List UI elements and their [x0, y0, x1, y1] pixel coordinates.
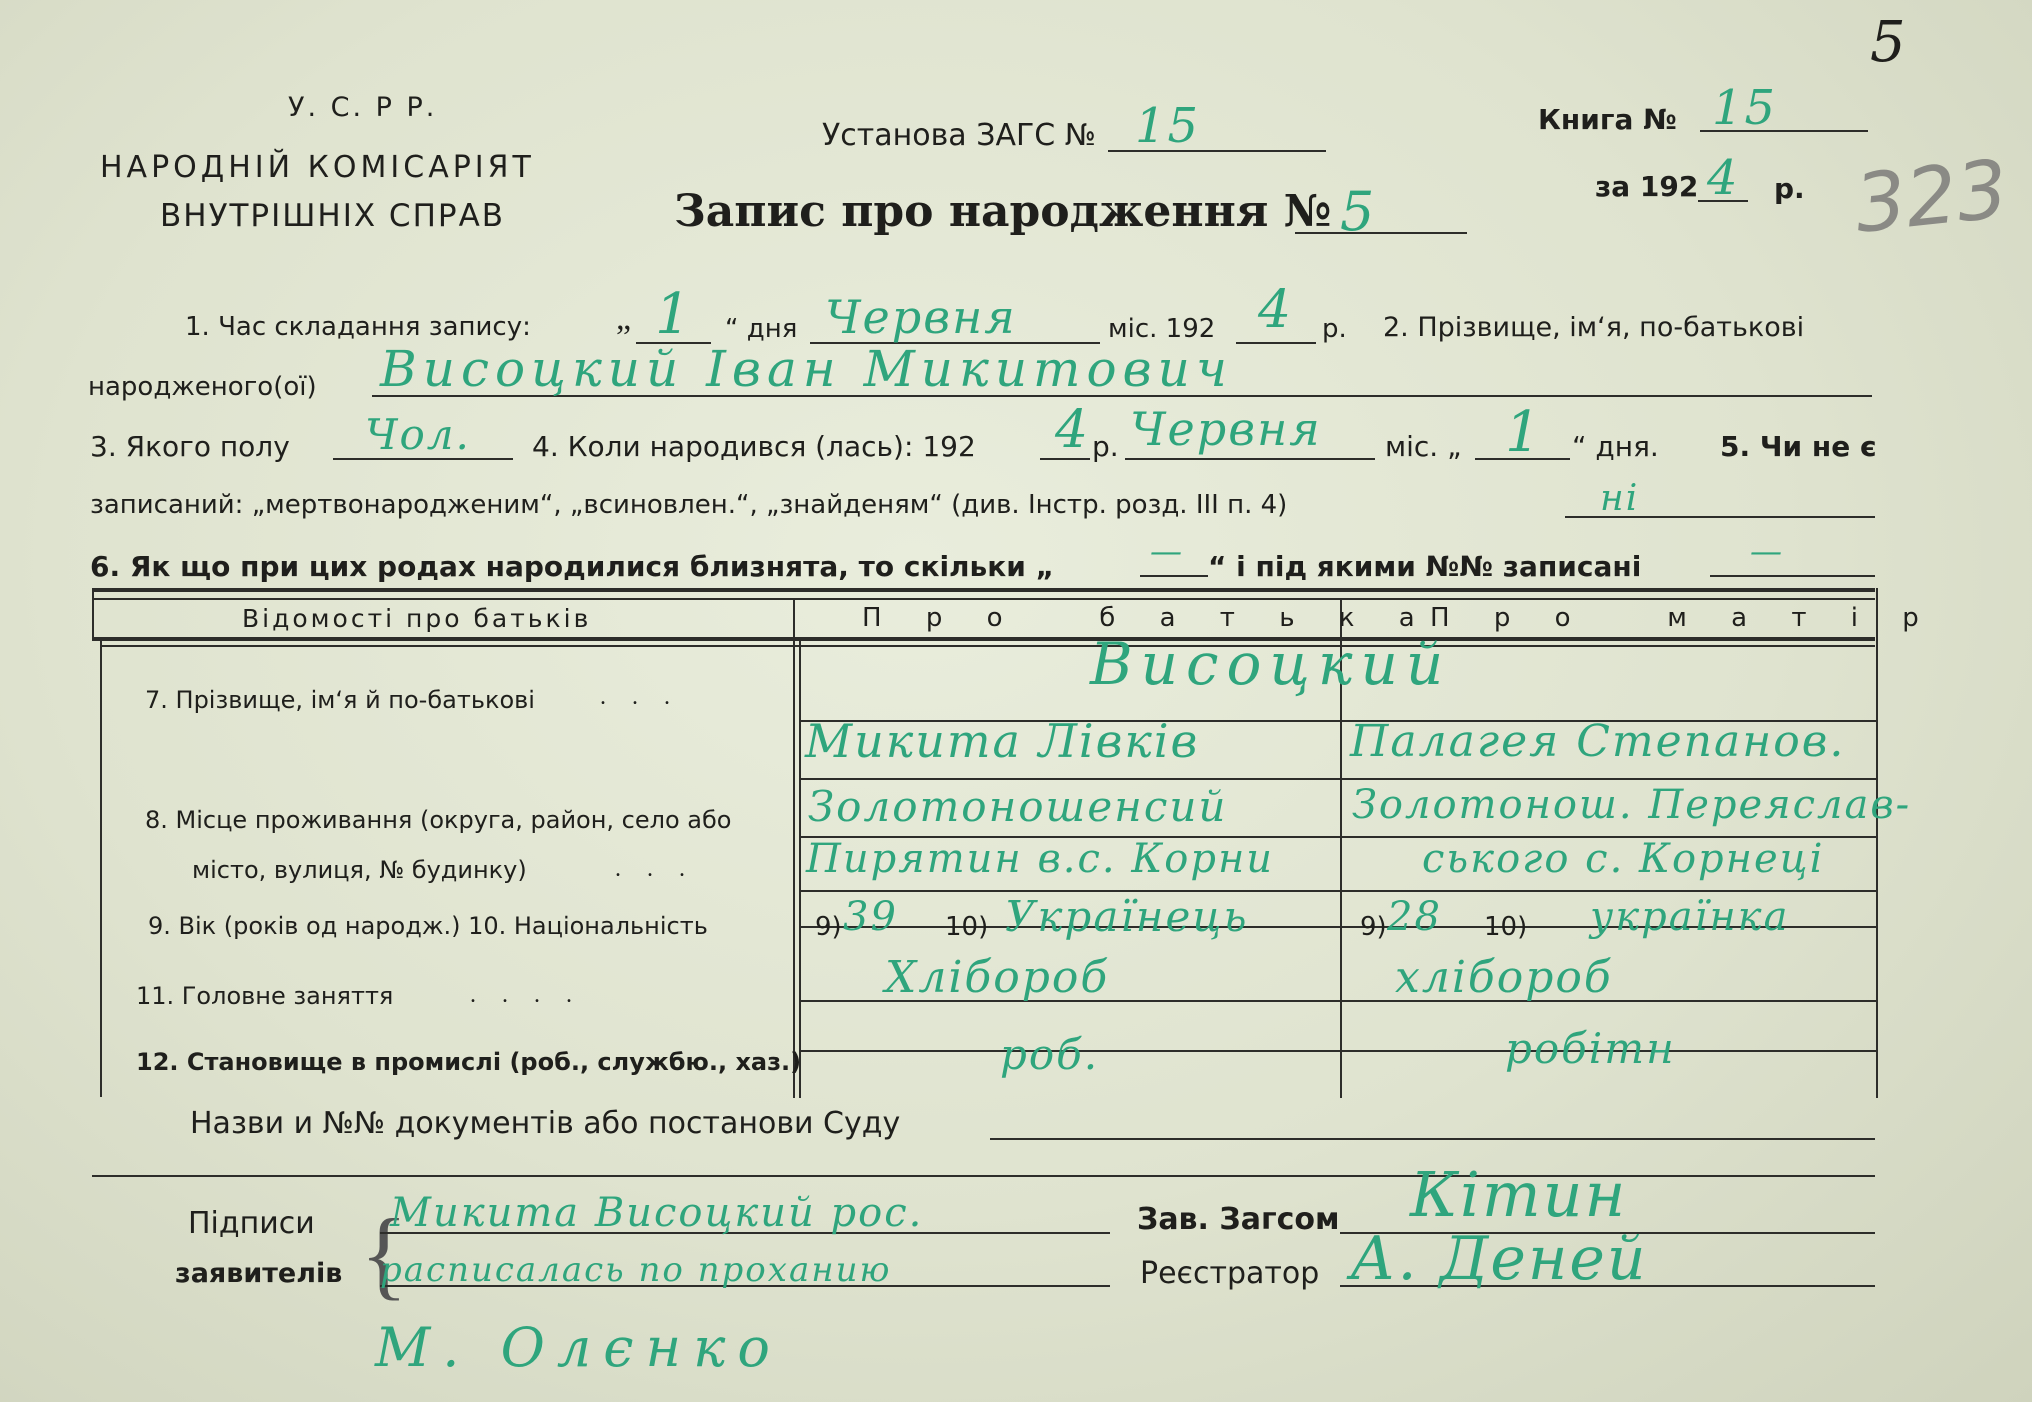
record-number: 5	[1340, 180, 1377, 243]
f1-year-suffix: р.	[1322, 314, 1347, 344]
f1-month-label: міс. 192	[1108, 314, 1216, 344]
registrar-label: Реєстратор	[1140, 1256, 1320, 1291]
table-header-info: Відомості про батьків	[242, 604, 592, 633]
head-of-office-signature: Кітин	[1410, 1158, 1628, 1231]
birth-record-page: 5 323 У. С. Р Р. НАРОДНІЙ КОМІСАРІЯТ ВНУТРІШНІХ СПРАВ Установа ЗАГС № 15 Запис про народження № 5 Книга № 15 за 192 4 р. 1. Час складання запису: „ 1 “ дня Червня міс. 192 4 р. 2. Прізвище, ім‘я, по-батькові народженого(ої) Висоцкий Іван Микитович 3. Якого полу Чол. 4. Коли народився (лась): 192 4 р. Червня міс. „ 1 “ дня. 5. Чи не є записаний: „мертвонародженим“, „всиновлен.“, „знайденям“ (див. Інстр. розд. III п. 4) ні 6. Як що при цих родах народилися близнята, то скільки „ — “ і під якими №№ записані — Відомості про батьків П р о б а т ь к а П р о м а т і р 7. Прізвище, ім‘я й по-батькові . . . 8. Місце проживання (округа, район, село або місто, вулиця, № будинку) . . . 9. Вік (років од народж.) 10. Національність 11. Головне заняття . . . . 12. Становище в промислі (роб., службю., хаз.) Висоцкий Микита Лівків Золотоношенсий Пирятин в.с. Корни 9) 39 10) Українець Хлібороб роб. Палагея Степанов. Золотонош. Переяслав- ського с. Корнеці 9) 28 10) українка хлібороб робітн Назви и №№ документів або постанови Суду Підписи заявителів { Микита Висоцкий рос. расписалась по проханию М. Олєнко Зав. Загсом Кітин Реєстратор А. Деней	[0, 0, 2032, 1402]
documents-label: Назви и №№ документів або постанови Суду	[190, 1106, 901, 1141]
f4-month-label: міс. „	[1385, 430, 1462, 463]
mother-age: 28	[1387, 894, 1442, 940]
f6-value-2: —	[1750, 532, 1784, 570]
father-status: роб.	[1000, 1030, 1100, 1079]
ministry-line-2: ВНУТРІШНІХ СПРАВ	[160, 198, 506, 234]
book-label: Книга №	[1538, 103, 1677, 136]
f4-day: 1	[1505, 400, 1543, 465]
f1-day: 1	[655, 282, 693, 347]
year-prefix: за 192	[1595, 170, 1699, 203]
year-digit: 4	[1707, 150, 1740, 206]
father-age: 39	[843, 894, 898, 940]
pencil-mark: 323	[1850, 142, 2013, 251]
mother-place-2: ського с. Корнеці	[1422, 836, 1825, 882]
signatures-label-2: заявителів	[175, 1258, 343, 1289]
f5-label: 5. Чи не є	[1720, 430, 1877, 463]
child-full-name: Висоцкий Іван Микитович	[380, 340, 1233, 398]
book-number: 15	[1712, 80, 1778, 136]
father-age-label: 9)	[815, 912, 842, 942]
signatures-label-1: Підписи	[188, 1206, 315, 1241]
f5-value: ні	[1600, 478, 1640, 519]
father-place-1: Золотоношенсий	[808, 782, 1228, 831]
father-place-2: Пирятин в.с. Корни	[806, 836, 1275, 882]
f5-label-2: записаний: „мертвонародженим“, „всиновлен.“, „знайденям“ (див. Інстр. розд. III п. 4)	[90, 490, 1288, 520]
mother-occupation: хлібороб	[1395, 952, 1613, 1003]
registrar-signature: А. Деней	[1350, 1224, 1648, 1294]
row-8-label-a: 8. Місце проживання (округа, район, село або	[145, 806, 732, 834]
f4-year-digit: 4	[1055, 400, 1091, 460]
row-9-label: 9. Вік (років од народж.) 10. Національність	[148, 912, 708, 940]
ministry-line-1: НАРОДНІЙ КОМІСАРІЯТ	[100, 150, 535, 185]
f2-label-2: народженого(ої)	[88, 372, 317, 402]
mother-nationality: українка	[1590, 894, 1790, 940]
f1-label: 1. Час складання запису:	[185, 312, 531, 342]
table-header-mother: П р о м а т і р	[1430, 603, 1937, 633]
f1-close-quote: “ дня	[725, 314, 798, 344]
year-suffix: р.	[1774, 172, 1805, 205]
head-of-office-label: Зав. Загсом	[1137, 1202, 1340, 1237]
row-12-label: 12. Становище в промислі (роб., службю., хаз.)	[136, 1048, 802, 1076]
f1-open-quote: „	[616, 300, 632, 337]
mother-status: робітн	[1505, 1024, 1676, 1073]
record-title: Запис про народження №	[674, 186, 1332, 237]
f4-month: Червня	[1130, 402, 1322, 456]
mother-name: Палагея Степанов.	[1350, 716, 1846, 767]
mother-age-label: 9)	[1360, 912, 1387, 942]
row-11-label: 11. Головне заняття	[136, 982, 394, 1010]
applicant-signature-1: Микита Висоцкий рос.	[390, 1190, 924, 1236]
f4-label: 4. Коли народився (лась): 192	[532, 430, 976, 463]
office-label: Установа ЗАГС №	[822, 118, 1096, 153]
f6-label: 6. Як що при цих родах народилися близнята, то скільки „	[90, 550, 1055, 583]
corner-page-number: 5	[1870, 10, 1906, 75]
table-header-father: П р о б а т ь к а	[862, 603, 1433, 633]
state-name: У. С. Р Р.	[288, 92, 438, 123]
row-7-label: 7. Прізвище, ім‘я й по-батькові	[145, 686, 535, 714]
row-8-label-b: місто, вулиця, № будинку)	[192, 856, 527, 884]
f2-label: 2. Прізвище, ім‘я, по-батькові	[1383, 312, 1805, 343]
f1-year-digit: 4	[1258, 280, 1294, 340]
f6-label-2: “ і під якими №№ записані	[1208, 550, 1642, 583]
office-number: 15	[1135, 98, 1201, 154]
mother-nat-label: 10)	[1484, 912, 1528, 942]
mother-place-1: Золотонош. Переяслав-	[1352, 782, 1912, 828]
f4-year-suffix: р.	[1092, 430, 1119, 463]
f4-day-label: “ дня.	[1572, 430, 1659, 463]
father-name: Микита Лівків	[805, 714, 1200, 768]
f6-value-1: —	[1150, 532, 1184, 570]
applicant-signature-3: М. Олєнко	[375, 1316, 782, 1379]
father-nat-label: 10)	[945, 912, 989, 942]
f3-label: 3. Якого полу	[90, 430, 290, 463]
f3-value: Чол.	[365, 410, 471, 459]
father-nationality: Українець	[1005, 892, 1249, 941]
applicant-signature-2: расписалась по проханию	[380, 1250, 892, 1290]
father-occupation: Хлібороб	[885, 952, 1110, 1003]
f1-month: Червня	[825, 290, 1017, 344]
father-surname: Висоцкий	[1090, 630, 1452, 698]
